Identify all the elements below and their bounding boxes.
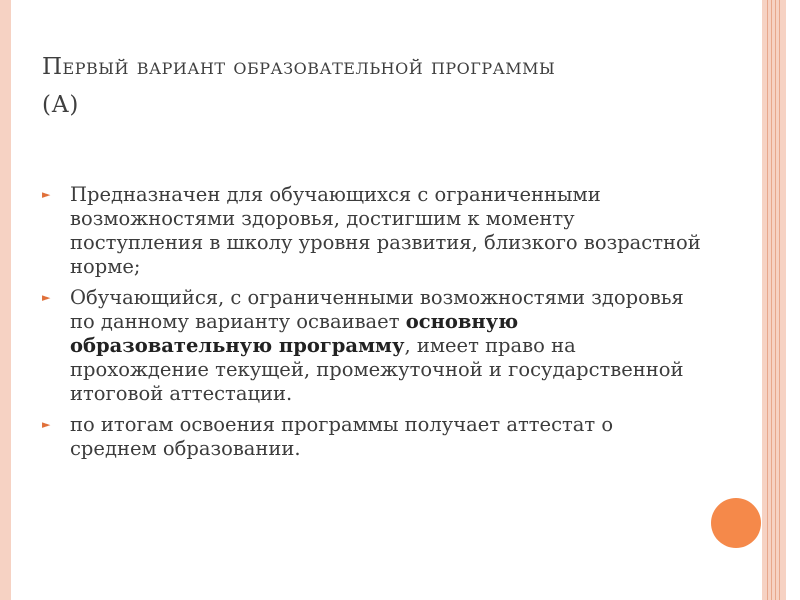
decorative-orange-circle (711, 498, 761, 548)
list-item-text: Предназначен для обучающихся с ограниченными возможностями здоровья, достигшим к моменту поступления в школу уровня развития, близкого возрастной норме; (70, 183, 701, 278)
bullet-arrow-icon: ► (42, 188, 51, 201)
decorative-border-line (779, 0, 780, 600)
decorative-border-line (771, 0, 772, 600)
bullet-arrow-icon: ► (42, 291, 51, 304)
decorative-left-border (0, 0, 11, 600)
list-item-bold-text: основную образовательную программу (70, 310, 519, 357)
list-item (42, 286, 702, 406)
decorative-border-line (775, 0, 776, 600)
list-item (42, 183, 702, 279)
decorative-right-border (762, 0, 786, 600)
list-item-text: Обучающийся, с ограниченными возможностями здоровья по данному варианту осваивает (70, 286, 684, 333)
list-item-text: по итогам освоения программы получает аттестат о среднем образовании. (70, 413, 614, 460)
slide-title (42, 48, 742, 124)
bullet-list (42, 183, 702, 468)
slide-title-line-1: Первый вариант образовательной программы (42, 54, 556, 80)
slide-title-line-2: (А) (42, 92, 79, 118)
list-item-text: , имеет право на прохождение текущей, промежуточной и государственной итоговой аттестации. (70, 334, 684, 405)
decorative-border-line (767, 0, 768, 600)
bullet-arrow-icon: ► (42, 418, 51, 431)
list-item (42, 413, 702, 461)
